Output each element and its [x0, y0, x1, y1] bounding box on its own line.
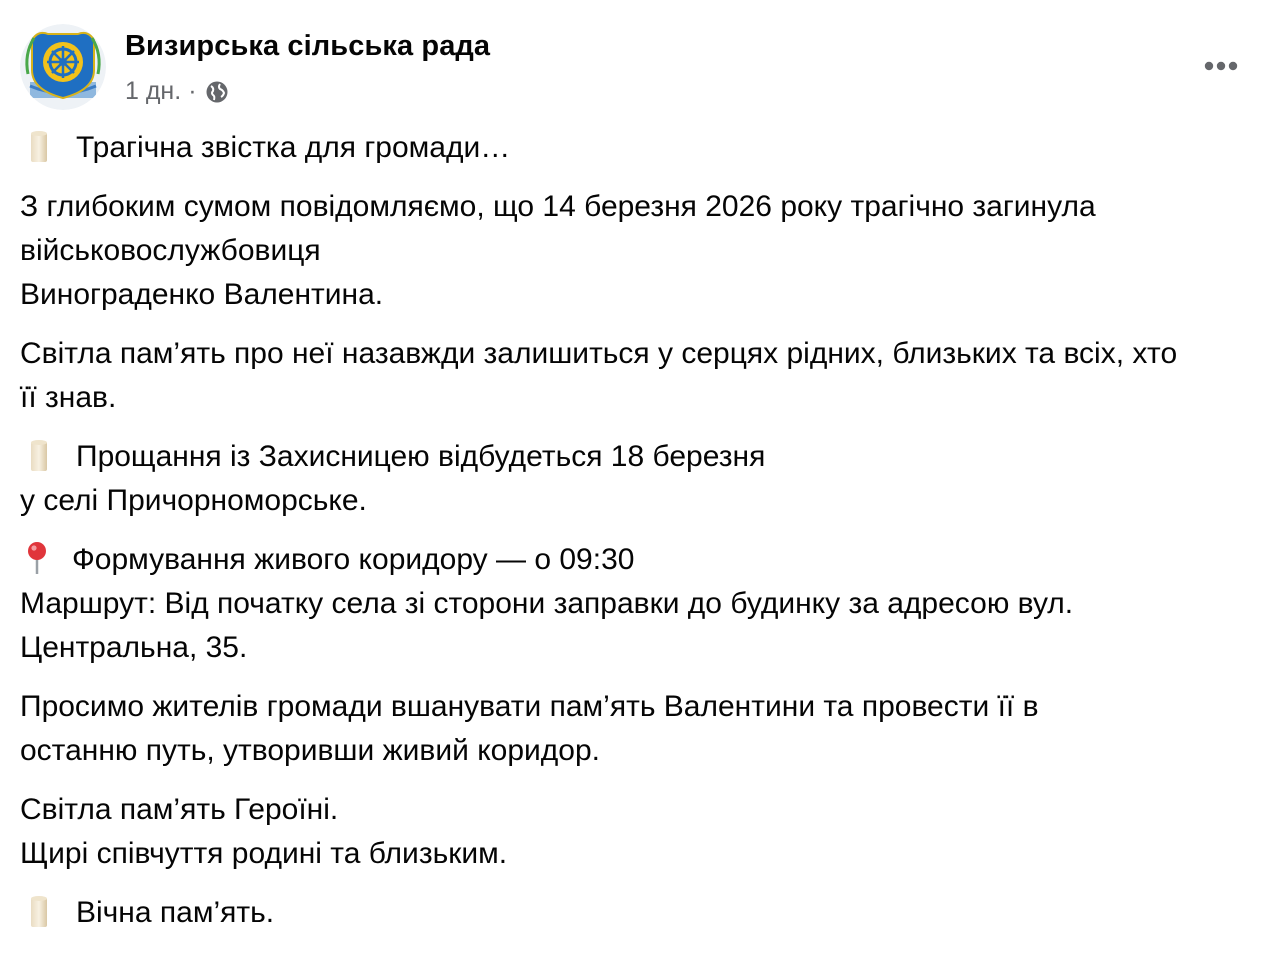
post-meta [125, 77, 229, 106]
candle-icon [28, 438, 50, 472]
text-line: Трагічна звістка для громади… [76, 131, 511, 164]
post-content [20, 126, 1265, 950]
text-line: військовослужбовиця [20, 234, 321, 267]
paragraph-request [20, 685, 1265, 773]
candle-icon [28, 894, 50, 928]
paragraph-corridor [20, 538, 1265, 670]
text-line: Світла пам’ять Героїні. [20, 793, 339, 826]
paragraph-farewell [20, 435, 1265, 523]
post-timestamp[interactable]: 1 дн. [125, 77, 182, 105]
page-name[interactable]: Визирська сільська рада [125, 30, 491, 62]
post-header [20, 22, 1260, 114]
round-pushpin-icon [24, 541, 52, 575]
text-line: Прощання із Захисницею відбудеться 18 березня [76, 440, 766, 473]
text-line: Світла пам’ять про неї назавжди залишиться у серцях рідних, близьких та всіх, хто [20, 337, 1178, 370]
text-line: Щирі співчуття родині та близьким. [20, 837, 508, 870]
village-council-emblem-icon [20, 24, 106, 110]
text-line: З глибоким сумом повідомляємо, що 14 березня 2026 року трагічно загинула [20, 190, 1096, 223]
text-line: у селі Причорноморське. [20, 484, 367, 517]
meta-separator: · [188, 77, 197, 105]
text-line: Просимо жителів громади вшанувати пам’ять Валентини та провести її в [20, 690, 1039, 723]
text-line: Маршрут: Від початку села зі сторони заправки до будинку за адресою вул. [20, 587, 1074, 620]
text-line: її знав. [20, 381, 117, 414]
text-line: Формування живого коридору — о 09:30 [72, 543, 635, 576]
paragraph-eternal-memory [20, 891, 1265, 935]
more-options-button[interactable] [1198, 48, 1246, 84]
text-line: останню путь, утворивши живий коридор. [20, 734, 601, 767]
text-line: Центральна, 35. [20, 631, 248, 664]
candle-icon [28, 129, 50, 163]
text-line: Вічна пам’ять. [76, 896, 275, 929]
page-avatar[interactable] [20, 24, 106, 110]
paragraph-condolences [20, 788, 1265, 876]
more-horizontal-icon [1202, 60, 1242, 72]
globe-icon[interactable] [205, 80, 229, 104]
text-line: Винограденко Валентина. [20, 278, 384, 311]
paragraph-memory [20, 332, 1265, 420]
paragraph-announcement [20, 126, 1265, 170]
paragraph-news [20, 185, 1265, 317]
